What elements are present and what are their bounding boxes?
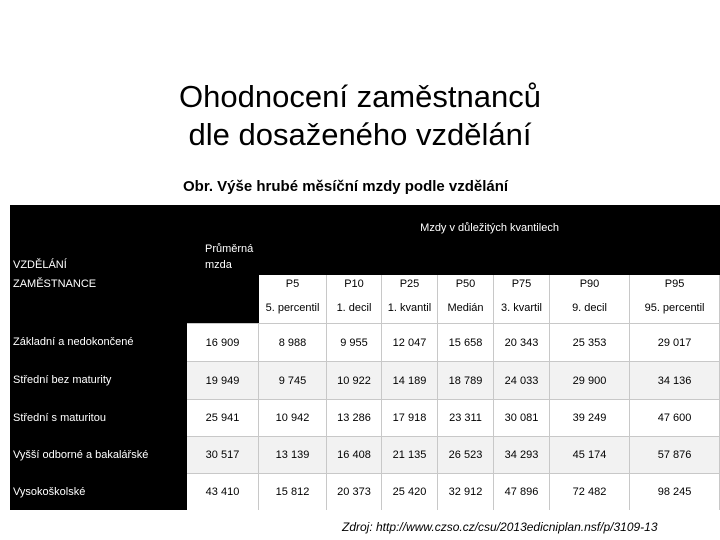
table-row bbox=[10, 361, 720, 399]
header-employees-label: ZAMĚSTNANCE bbox=[10, 275, 187, 293]
quantile-code: P25 bbox=[382, 275, 438, 293]
quantile-code: P10 bbox=[327, 275, 382, 293]
quantile-wage-cell: 15 812 bbox=[259, 473, 327, 510]
quantile-wage-cell: 15 658 bbox=[438, 323, 494, 361]
header-blank bbox=[10, 293, 187, 323]
quantile-wage-cell: 29 900 bbox=[550, 361, 630, 399]
mean-wage-cell: 43 410 bbox=[187, 473, 259, 510]
quantile-wage-cell: 72 482 bbox=[550, 473, 630, 510]
quantile-wage-cell: 10 942 bbox=[259, 399, 327, 436]
figure-caption: Obr. Výše hrubé měsíční mzdy podle vzdělání bbox=[183, 178, 509, 195]
quantile-wage-cell: 9 745 bbox=[259, 361, 327, 399]
table-row bbox=[10, 399, 720, 436]
header-mean-label-top: Průměrná bbox=[187, 205, 259, 255]
mean-wage-cell: 25 941 bbox=[187, 399, 259, 436]
quantile-wage-cell: 25 353 bbox=[550, 323, 630, 361]
quantile-wage-cell: 47 600 bbox=[630, 399, 720, 436]
quantile-code: P5 bbox=[259, 275, 327, 293]
quantile-wage-cell: 21 135 bbox=[382, 436, 438, 473]
quantile-code: P95 bbox=[630, 275, 720, 293]
quantile-wage-cell: 47 896 bbox=[494, 473, 550, 510]
quantile-wage-cell: 32 912 bbox=[438, 473, 494, 510]
mean-wage-cell: 30 517 bbox=[187, 436, 259, 473]
quantile-wage-cell: 45 174 bbox=[550, 436, 630, 473]
quantile-wage-cell: 34 293 bbox=[494, 436, 550, 473]
header-blank bbox=[187, 293, 259, 323]
source-note: Zdroj: http://www.czso.cz/csu/2013edicniplan.nsf/p/3109-13 bbox=[342, 520, 658, 534]
quantile-wage-cell: 23 311 bbox=[438, 399, 494, 436]
quantile-wage-cell: 8 988 bbox=[259, 323, 327, 361]
row-label: Vysokoškolské bbox=[10, 473, 187, 510]
row-label: Základní a nedokončené bbox=[10, 323, 187, 361]
quantile-wage-cell: 18 789 bbox=[438, 361, 494, 399]
quantile-name: Medián bbox=[438, 293, 494, 323]
title-line-2: dle dosaženého vzdělání bbox=[188, 117, 532, 152]
quantile-wage-cell: 13 139 bbox=[259, 436, 327, 473]
row-label: Střední bez maturity bbox=[10, 361, 187, 399]
quantile-code: P50 bbox=[438, 275, 494, 293]
slide-title bbox=[0, 78, 720, 154]
quantile-name: 3. kvartil bbox=[494, 293, 550, 323]
table-row bbox=[10, 473, 720, 510]
quantile-wage-cell: 14 189 bbox=[382, 361, 438, 399]
quantile-wage-cell: 26 523 bbox=[438, 436, 494, 473]
quantile-wage-cell: 98 245 bbox=[630, 473, 720, 510]
wage-table bbox=[10, 205, 720, 510]
quantile-code: P90 bbox=[550, 275, 630, 293]
header-mean-spacer bbox=[187, 275, 259, 293]
table-body bbox=[10, 323, 720, 510]
header-quantiles-group: Mzdy v důležitých kvantilech bbox=[259, 205, 720, 255]
header-education-label: VZDĚLÁNÍ bbox=[10, 255, 187, 275]
table-row bbox=[10, 436, 720, 473]
quantile-wage-cell: 16 408 bbox=[327, 436, 382, 473]
title-line-1: Ohodnocení zaměstnanců bbox=[179, 79, 541, 114]
quantile-name: 5. percentil bbox=[259, 293, 327, 323]
quantile-wage-cell: 13 286 bbox=[327, 399, 382, 436]
mean-wage-cell: 16 909 bbox=[187, 323, 259, 361]
quantile-wage-cell: 20 373 bbox=[327, 473, 382, 510]
quantile-code: P75 bbox=[494, 275, 550, 293]
header-mean-label-bottom: mzda bbox=[187, 255, 259, 275]
quantile-wage-cell: 17 918 bbox=[382, 399, 438, 436]
quantile-name: 9. decil bbox=[550, 293, 630, 323]
table-row bbox=[10, 323, 720, 361]
quantile-wage-cell: 24 033 bbox=[494, 361, 550, 399]
quantile-name: 1. kvantil bbox=[382, 293, 438, 323]
quantile-wage-cell: 20 343 bbox=[494, 323, 550, 361]
header-spacer bbox=[259, 255, 720, 275]
quantile-wage-cell: 34 136 bbox=[630, 361, 720, 399]
mean-wage-cell: 19 949 bbox=[187, 361, 259, 399]
quantile-wage-cell: 9 955 bbox=[327, 323, 382, 361]
quantile-wage-cell: 12 047 bbox=[382, 323, 438, 361]
row-label: Střední s maturitou bbox=[10, 399, 187, 436]
quantile-name: 95. percentil bbox=[630, 293, 720, 323]
quantile-wage-cell: 30 081 bbox=[494, 399, 550, 436]
quantile-wage-cell: 25 420 bbox=[382, 473, 438, 510]
quantile-wage-cell: 39 249 bbox=[550, 399, 630, 436]
quantile-wage-cell: 10 922 bbox=[327, 361, 382, 399]
quantile-wage-cell: 57 876 bbox=[630, 436, 720, 473]
header-education-cell bbox=[10, 205, 187, 255]
quantile-name: 1. decil bbox=[327, 293, 382, 323]
row-label: Vyšší odborné a bakalářské bbox=[10, 436, 187, 473]
quantile-wage-cell: 29 017 bbox=[630, 323, 720, 361]
